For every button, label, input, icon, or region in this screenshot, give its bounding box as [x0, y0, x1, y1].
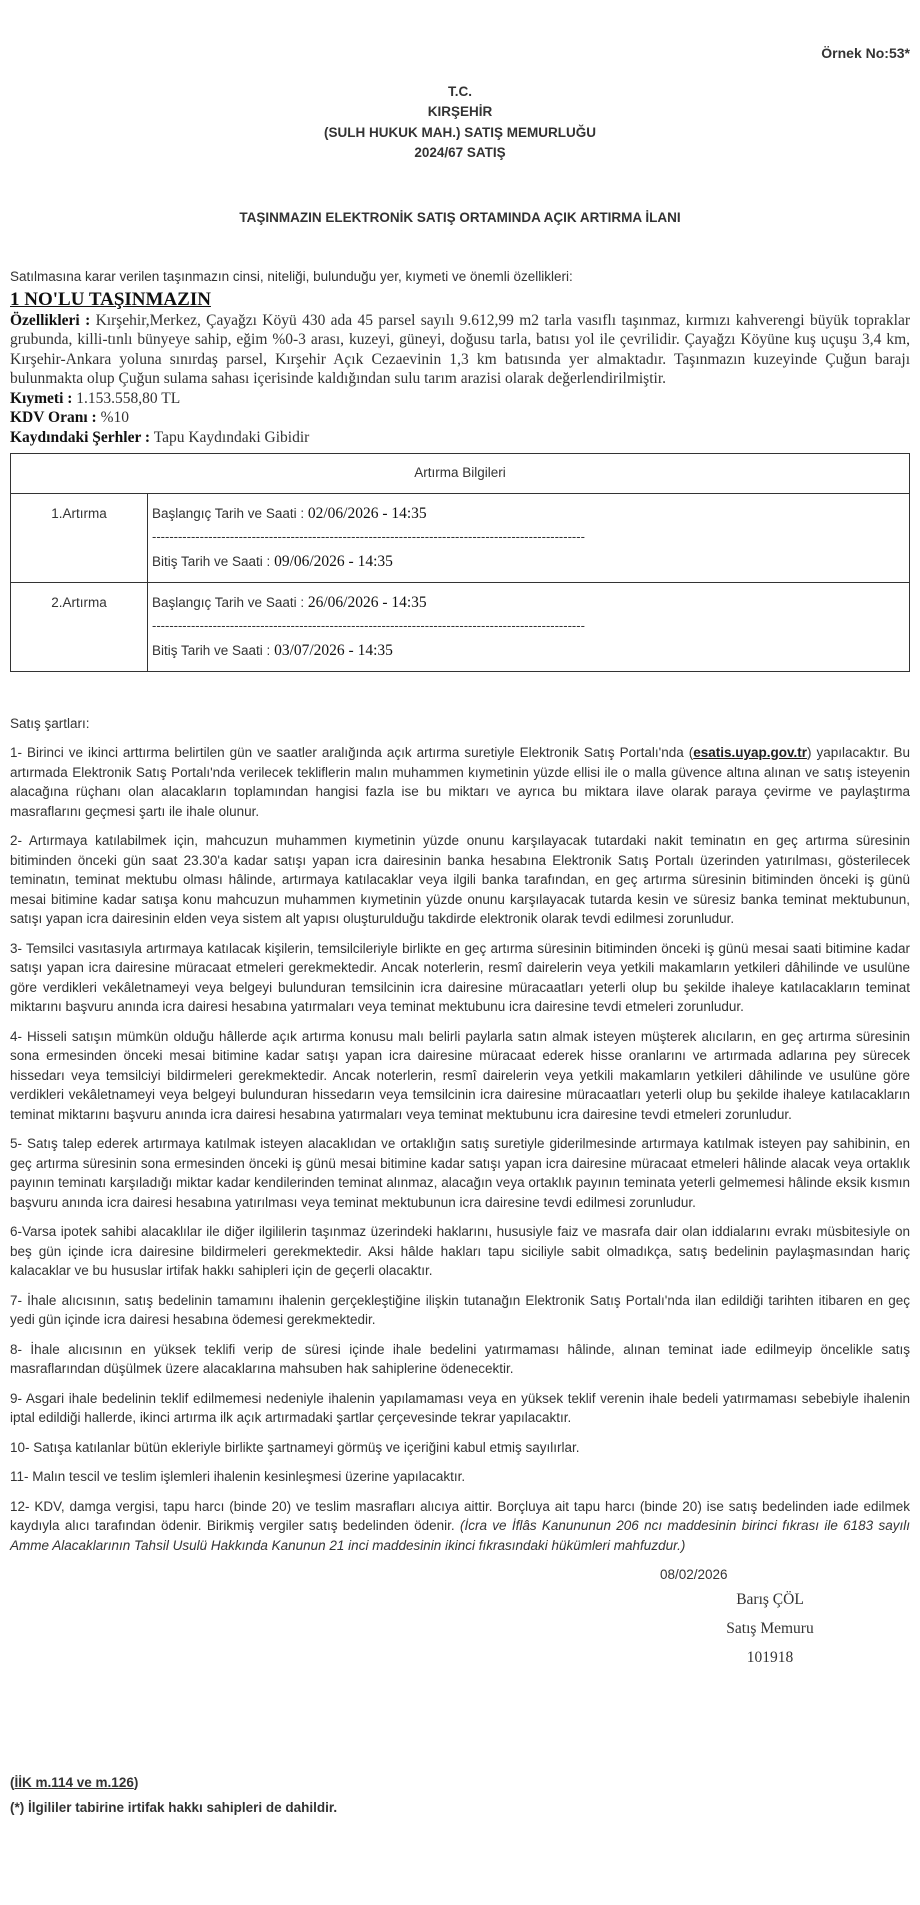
document-page	[0, 44, 920, 1818]
condition-3: 3- Temsilci vasıtasıyla artırmaya katılacak kişilerin, temsilcileriyle birlikte en geç artırma süresinin bitiminden önceki iş günü mesai saati bitimine kadar satışı yapan icra dairesine müracaat etmeleri gerekmektedir. Ancak noterlerin, resmî dairelerin veya yetkili makamların yetkileri dâhilinde ve usulüne göre verdikleri vekâletnameyi veya belgeyi bulunduran temsilcinin icra dairesine müracaatları yeterli olup bu şekilde ihaleye katılacakların teminat miktarını başvuru anında icra dairesi hesabına yatırmaları veya teminat mektubunu icra dairesine tevdi etmeleri zorunludur.	[10, 940, 910, 1014]
condition-legal-note: (İcra ve İflâs Kanununun 206 ncı maddesinin birinci fıkrası ile 6183 sayılı Amme Alacaklarının Tahsil Usulü Hakkında Kanunun 21 inci maddesinin ikinci fıkrasındaki hükümleri mahfuzdur.)	[10, 1518, 911, 1553]
round-dates	[148, 582, 910, 671]
condition-4: 4- Hisseli satışın mümkün olduğu hâllerde açık artırma konusu malı belirli paylarla satın almak isteyen müşterek alıcıların, en geç artırma süresinin sona ermesinden önceki mesai bitimine kadar satışı yapan icra dairesine müracaat ederek hisse oranlarını ve artırmada adlarına pey sürecek hissedarı veya temsilciyi bildirmeleri gerekmektedir. Ancak noterlerin, resmî dairelerin veya yetkili makamların yetkileri dâhilinde ve usulüne göre verdikleri vekâletnameyi veya belgeyi bulunduran hissedarın veya temsilcinin icra dairesine müracaatları yeterli olup bu şekilde ihaleye katılacakların teminat miktarını başvuru anında icra dairesi hesabına yatırmaları veya teminat mektubunu icra dairesine tevdi etmeleri zorunludur.	[10, 1028, 910, 1122]
end-date: 03/07/2026 - 14:35	[274, 641, 393, 659]
property-records	[10, 428, 910, 448]
condition-6: 6-Varsa ipotek sahibi alacaklılar ile diğer ilgililerin taşınmaz üzerindeki haklarını, hususiyle faiz ve masrafa dair olan iddialarını evrakı müsbitesiyle on beş gün içinde icra dairesine bildirmeleri gerekmektedir. Aksi hâlde hakları tapu siciliyle sabit olmadıkça, satış bedelinin paylaşmasından hariç kalacaklar ve bu hususlar irtifak hakkı sahipleri için de geçerli olacaktır.	[10, 1224, 910, 1278]
header-line-office: (SULH HUKUK MAH.) SATIŞ MEMURLUĞU	[324, 124, 596, 140]
conditions-list	[10, 743, 910, 1555]
condition-text: 12- KDV, damga vergisi, tapu harcı (binde 20) ve teslim masrafları alıcıya aittir. Borçluya ait tapu harcı (binde 20) ise satış bedelinden iade edilmek kaydıyla alıcı tarafından ödenir. Birikmiş vergiler satış bedelinden ödenir.	[10, 1498, 910, 1533]
end-date: 09/06/2026 - 14:35	[274, 552, 393, 570]
header-line-tc: T.C.	[447, 83, 472, 99]
start-date: 02/06/2026 - 14:35	[307, 504, 427, 522]
round-name: 1.Artırma	[11, 493, 148, 582]
property-vat	[10, 408, 910, 428]
date-separator: ----------------------------------------------------------------------------------------------------	[152, 529, 585, 544]
value-text: 1.153.558,80 TL	[72, 389, 181, 407]
portal-link[interactable]: esatis.uyap.gov.tr	[693, 745, 807, 760]
condition-text: ) yapılacaktır. Bu artırmada Elektronik Satış Portalı'nda verilecek tekliflerin malın muhammen kıymetinin yüzde ellisi ile o malla güvence altına alınan ve satış isteyenin alacağına rüçhanı olan alacakların toplamından hangisi fazla ise bu miktarı ve ayrıca bu miktara ilave olarak paraya çevirme ve paylaştırma masraflarını geçmesi şartı ile ihale olunur.	[10, 745, 910, 819]
property-value	[10, 389, 910, 409]
features-label: Özellikleri :	[10, 311, 91, 329]
signer-number: 101918	[746, 1648, 794, 1666]
condition-5: 5- Satış talep ederek artırmaya katılmak isteyen alacaklıdan ve ortaklığın satış suretiyle giderilmesinde artırmaya katılmak isteyen pay sahibinin, en geç artırma süresinin sona ermesinden önceki iş günü mesai bitimine kadar satışı yapan icra dairesine müracaat etmeleri hâlinde alacak veya ortaklık payının teminatı karşıladığı miktar kadar kendilerinden teminat alınmaz, alacağın veya ortaklık payının teminata yeterli gelmemesi hâlinde eksik kısmın başvuru anında icra dairesi hesabına yatırılması veya teminat mektubunun icra dairesine tevdi edilmesi zorunludur.	[10, 1136, 910, 1210]
conditions-title: Satış şartları:	[10, 715, 90, 731]
condition-8: 8- İhale alıcısının en yüksek teklifi verip de süresi içinde ihale bedelini yatırmaması hâlinde, alınan teminat iade edilmeyip öncelikle satış masraflarından düşülmek üzere alacaklarına mahsuben hak sahiplerine ödenecektir.	[10, 1341, 910, 1376]
condition-11: 11- Malın tescil ve teslim işlemleri ihalenin kesinleşmesi üzerine yapılacaktır.	[10, 1469, 466, 1484]
round-dates	[148, 493, 910, 582]
signer-name: Barış ÇÖL	[736, 1590, 804, 1608]
ref-close: )	[133, 1774, 139, 1790]
auction-row-2	[11, 582, 910, 671]
footer-note: (*) İlgililer tabirine irtifak hakkı sahipleri de dahildir.	[10, 1800, 338, 1815]
ref-open: (	[10, 1774, 15, 1790]
announcement-title: TAŞINMAZIN ELEKTRONİK SATIŞ ORTAMINDA AÇIK ARTIRMA İLANI	[239, 209, 681, 225]
signature-date: 08/02/2026	[660, 1567, 728, 1582]
round-name: 2.Artırma	[11, 582, 148, 671]
vat-label: KDV Oranı :	[10, 409, 97, 426]
condition-1	[10, 743, 910, 821]
footer-law-reference	[10, 1773, 910, 1793]
condition-text: 1- Birinci ve ikinci arttırma belirtilen gün ve saatler aralığında açık artırma suretiyle Elektronik Satış Portalı'nda (	[10, 745, 694, 760]
header-line-file: 2024/67 SATIŞ	[414, 145, 506, 160]
signer-title: Satış Memuru	[726, 1619, 814, 1637]
value-label: Kıymeti :	[10, 389, 73, 407]
records-label: Kaydındaki Şerhler :	[10, 428, 151, 446]
property-title: 1 NO'LU TAŞINMAZIN	[10, 288, 211, 310]
example-number: Örnek No:53*	[821, 45, 910, 61]
condition-2: 2- Artırmaya katılabilmek için, mahcuzun muhammen kıymetinin yüzde onunu karşılayacak tutardaki nakit teminatın en geç artırma süresinin bitiminden önceki gün saat 23.30'a kadar satışı yapan icra dairesinin banka hesabına Elektronik Satış Portalı üzerinden yatırılması, gösterilecek teminatın, teminat mektubu olması hâlinde, artırmaya katılacaklar veya ilgili banka tarafından, en geç artırma süresinin bitiminden önceki iş günü mesai bitimine kadar satışa konu mahcuzun muhammen kıymetinin yüzde onunu karşılayacak tutarda kesin ve süresiz banka teminat mektubunun, satışı yapan icra dairesinin elden veya sistem alt yapısı oluşturulduğu takdirde elektronik olarak tevdi edilmesi zorunludur.	[10, 833, 910, 926]
property-features	[10, 311, 910, 389]
start-date: 26/06/2026 - 14:35	[307, 593, 427, 611]
intro-text: Satılmasına karar verilen taşınmazın cinsi, niteliği, bulunduğu yer, kıymeti ve önemli özellikleri:	[10, 269, 573, 284]
vat-text: %10	[96, 409, 129, 426]
document-header	[10, 82, 910, 164]
end-label: Bitiş Tarih ve Saati :	[152, 553, 275, 569]
start-label: Başlangıç Tarih ve Saati :	[152, 505, 308, 521]
date-separator: ----------------------------------------------------------------------------------------------------	[152, 618, 585, 633]
auction-table	[10, 453, 910, 672]
condition-10: 10- Satışa katılanlar bütün ekleriyle birlikte şartnameyi görmüş ve içeriğini kabul etmiş sayılırlar.	[10, 1439, 580, 1455]
features-text: Kırşehir,Merkez, Çayağzı Köyü 430 ada 45 parsel sayılı 9.612,99 m2 tarla vasıflı taşınmaz, kırmızı kahverengi büyük topraklar grubunda, killi-tınlı bünyeye sahip, eğim %0-3 arası, kuzeyi, güneyi, doğusu tarla, batısı yol ile çevrilidir. Çayağzı Köyüne kuş uçuşu 3,4 km, Kırşehir-Ankara yoluna sınırdaş parsel, Kırşehir Açık Cezaevinin 1,3 km batısında yer almaktadır. Taşınmazın kuzeyinde Çuğun barajı bulunmakta olup Çuğun sulama sahası içerisinde kaldığından sulu tarım arazisi olarak değerlendirilmiştir.	[10, 311, 910, 387]
signature-block	[670, 1585, 870, 1672]
auction-row-1	[11, 493, 910, 582]
records-text: Tapu Kaydındaki Gibidir	[150, 428, 310, 446]
condition-12	[10, 1497, 910, 1556]
condition-7: 7- İhale alıcısının, satış bedelinin tamamını ihalenin gerçekleştiğine ilişkin tutanağın Elektronik Satış Portalı'nda ilan edildiği tarihten itibaren en geç yedi gün içinde icra dairesi hesabına ödemesi gerekmektedir.	[10, 1292, 910, 1327]
end-label: Bitiş Tarih ve Saati :	[152, 642, 275, 658]
start-label: Başlangıç Tarih ve Saati :	[152, 594, 308, 610]
law-reference-link[interactable]: İİK m.114 ve m.126	[14, 1774, 134, 1790]
auction-table-header: Artırma Bilgileri	[11, 454, 910, 494]
header-line-city: KIRŞEHİR	[427, 104, 493, 119]
condition-9: 9- Asgari ihale bedelinin teklif edilmemesi nedeniyle ihalenin yapılamaması veya en yüksek teklif verenin ihale bedeli yatırmaması sebebiyle ihalenin iptal edildiği hallerde, ikinci artırma ilk açık artırmadaki şartlar çerçevesinde tekrar yapılacaktır.	[10, 1390, 910, 1425]
